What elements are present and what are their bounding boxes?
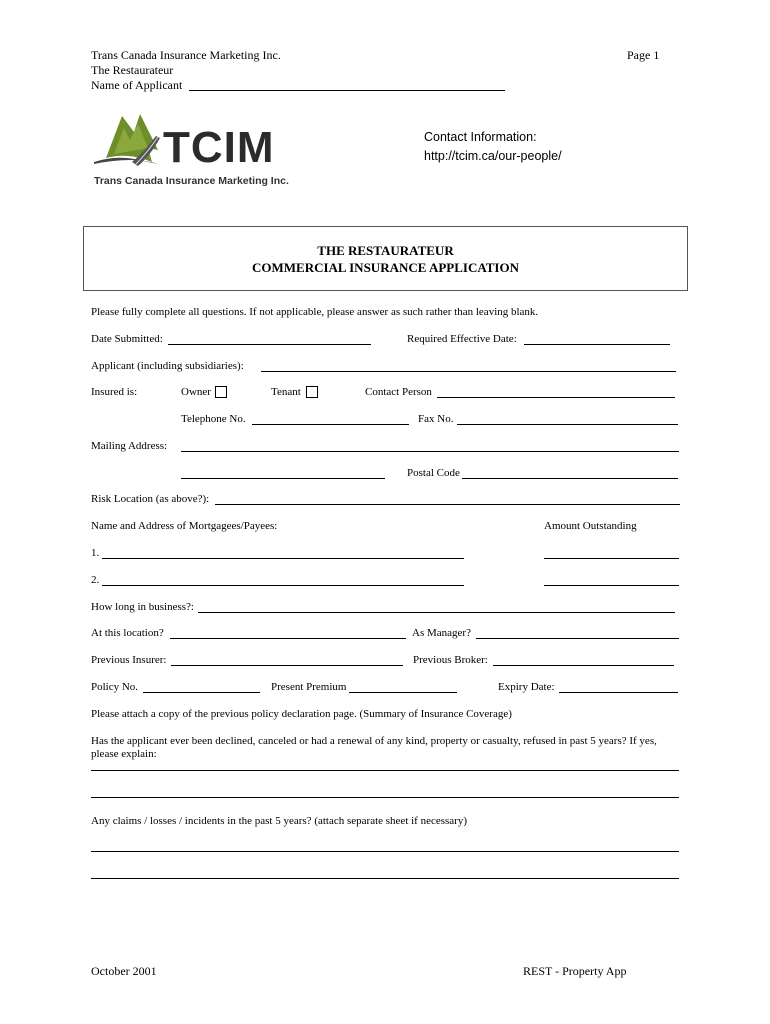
effective-date-field[interactable] [524, 344, 670, 345]
tenant-checkbox[interactable] [306, 386, 318, 398]
logo-graphic-icon [88, 106, 298, 188]
previous-broker-label: Previous Broker: [413, 654, 488, 666]
as-manager-label: As Manager? [412, 627, 471, 639]
amount-2-field[interactable] [544, 585, 679, 586]
contact-label: Contact Information: [424, 130, 537, 144]
applicant-label: Applicant (including subsidiaries): [91, 360, 244, 372]
mortgagee-2-field[interactable] [102, 585, 464, 586]
previous-broker-field[interactable] [493, 665, 674, 666]
attach-note: Please attach a copy of the previous policy declaration page. (Summary of Insurance Coverage) [91, 708, 512, 720]
logo-wordmark: TCIM [163, 123, 275, 172]
fax-label: Fax No. [418, 413, 454, 425]
effective-date-label: Required Effective Date: [407, 333, 517, 345]
at-location-label: At this location? [91, 627, 164, 639]
risk-location-field[interactable] [215, 504, 680, 505]
present-premium-label: Present Premium [271, 681, 347, 693]
at-location-field[interactable] [170, 638, 406, 639]
mortgagees-label: Name and Address of Mortgagees/Payees: [91, 520, 278, 532]
declined-question-line1: Has the applicant ever been declined, canceled or had a renewal of any kind, property or casualty, refused in past 5 years? If yes, [91, 735, 657, 747]
contact-person-label: Contact Person [365, 386, 432, 398]
declined-explain-field-2[interactable] [91, 797, 679, 798]
contact-person-field[interactable] [437, 397, 675, 398]
instructions: Please fully complete all questions. If not applicable, please answer as such rather than leaving blank. [91, 306, 539, 318]
applicant-name-label: Name of Applicant [91, 78, 183, 92]
owner-label: Owner [181, 386, 211, 398]
company-name: Trans Canada Insurance Marketing Inc. [91, 48, 281, 62]
tenant-label: Tenant [271, 386, 301, 398]
contact-url[interactable]: http://tcim.ca/our-people/ [424, 149, 562, 163]
mortgagee-1-field[interactable] [102, 558, 464, 559]
postal-code-label: Postal Code [407, 467, 460, 479]
as-manager-field[interactable] [476, 638, 679, 639]
owner-checkbox[interactable] [215, 386, 227, 398]
page-number: Page 1 [627, 48, 660, 62]
previous-insurer-field[interactable] [171, 665, 403, 666]
policy-no-field[interactable] [143, 692, 260, 693]
how-long-field[interactable] [198, 612, 675, 613]
applicant-name-field[interactable] [189, 90, 505, 91]
postal-code-field[interactable] [462, 478, 678, 479]
form-name: The Restaurateur [91, 63, 174, 77]
claims-field-2[interactable] [91, 878, 679, 879]
mailing-address-line2-field[interactable] [181, 478, 385, 479]
footer-form-code: REST - Property App [523, 964, 627, 978]
title-box [83, 226, 688, 291]
form-title-line1: THE RESTAURATEUR [317, 243, 454, 258]
form-title-line2: COMMERCIAL INSURANCE APPLICATION [251, 260, 519, 275]
mortgagee-row-2-label: 2. [91, 574, 100, 586]
present-premium-field[interactable] [349, 692, 457, 693]
how-long-label: How long in business?: [91, 601, 194, 613]
declined-question-line2: please explain: [91, 748, 157, 760]
amount-1-field[interactable] [544, 558, 679, 559]
tcim-logo [88, 106, 298, 188]
telephone-label: Telephone No. [181, 413, 246, 425]
insured-is-label: Insured is: [91, 386, 138, 398]
telephone-field[interactable] [252, 424, 409, 425]
date-submitted-label: Date Submitted: [91, 333, 163, 345]
mortgagee-row-1-label: 1. [91, 547, 100, 559]
claims-field-1[interactable] [91, 851, 679, 852]
amount-outstanding-label: Amount Outstanding [544, 520, 637, 532]
previous-insurer-label: Previous Insurer: [91, 654, 167, 666]
declined-explain-field-1[interactable] [91, 770, 679, 771]
date-submitted-field[interactable] [168, 344, 371, 345]
mailing-address-field[interactable] [181, 451, 679, 452]
expiry-date-field[interactable] [559, 692, 678, 693]
risk-location-label: Risk Location (as above?): [91, 493, 210, 505]
mailing-address-label: Mailing Address: [91, 440, 168, 452]
fax-field[interactable] [457, 424, 678, 425]
claims-question: Any claims / losses / incidents in the past 5 years? (attach separate sheet if necessary) [91, 815, 468, 827]
policy-no-label: Policy No. [91, 681, 139, 693]
logo-subtitle: Trans Canada Insurance Marketing Inc. [94, 175, 289, 187]
footer-date: October 2001 [91, 964, 157, 978]
applicant-field[interactable] [261, 371, 676, 372]
expiry-date-label: Expiry Date: [498, 681, 555, 693]
